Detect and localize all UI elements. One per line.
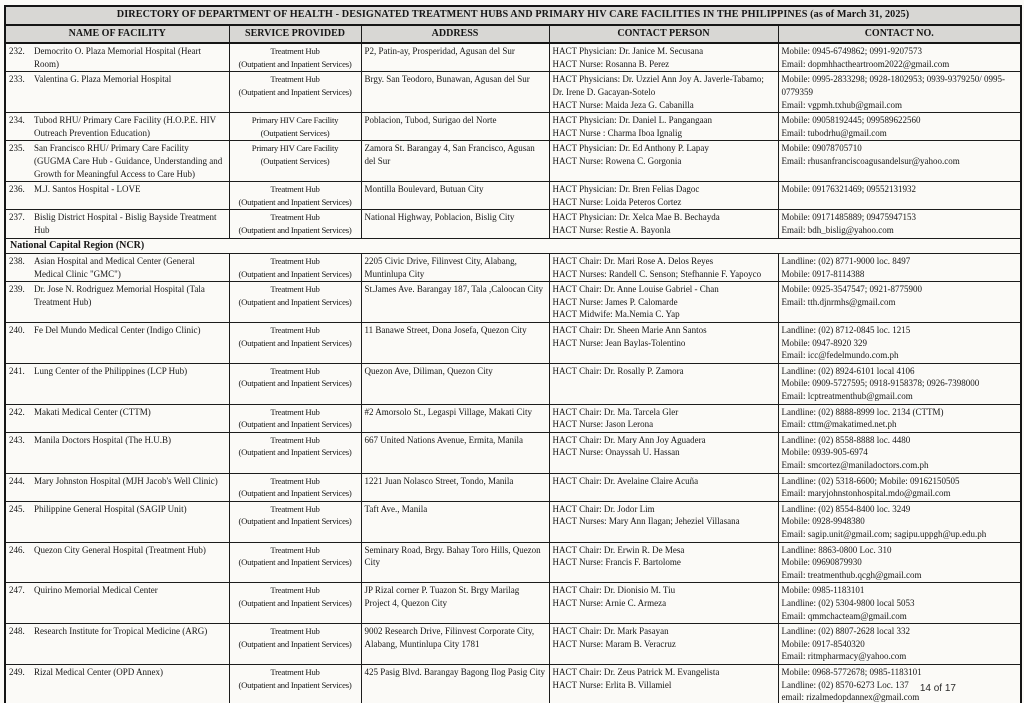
contact-person-cell <box>549 113 778 141</box>
contact-person-cell <box>549 323 778 364</box>
facility-row <box>5 542 1021 583</box>
address-cell: Seminary Road, Brgy. Bahay Toro Hills, Quezon City <box>361 542 549 583</box>
facility-name-cell <box>5 501 229 542</box>
contact-person-line: HACT Chair: Dr. Mark Pasayan <box>552 626 669 637</box>
service-line: Treatment Hub <box>270 626 320 637</box>
facility-row <box>5 210 1021 238</box>
contact-no-line: Landline: (02) 8771-9000 loc. 8497 <box>781 256 911 267</box>
address-cell: St.James Ave. Barangay 187, Tala ,Caloocan City <box>361 282 549 323</box>
contact-no-line: Email: ritmpharmacy@yahoo.com <box>781 651 907 662</box>
service-line: (Outpatient and Inpatient Services) <box>238 447 352 458</box>
contact-person-line: HACT Nurse: Loida Peteros Cortez <box>552 196 682 207</box>
service-provided-cell <box>229 254 361 282</box>
service-line: Treatment Hub <box>270 434 320 445</box>
service-provided-cell <box>229 432 361 473</box>
contact-no-line: Mobile: 0909-5727595; 0918-9158378; 0926-7398000 <box>781 378 980 389</box>
service-provided-cell <box>229 404 361 432</box>
service-line: (Outpatient and Inpatient Services) <box>238 337 352 348</box>
facility-row <box>5 432 1021 473</box>
contact-no-line: Mobile: 0947-8920 329 <box>781 337 867 348</box>
contact-person-cell <box>549 43 778 72</box>
contact-no-line: Mobile: 0917-8540320 <box>781 638 865 649</box>
contact-no-line: Landline: (02) 5304-9800 local 5053 <box>781 597 915 608</box>
contact-no-cell <box>778 43 1021 72</box>
address-cell: Montilla Boulevard, Butuan City <box>361 182 549 210</box>
facility-name: San Francisco RHU/ Primary Care Facility (GUGMA Care Hub - Guidance, Understanding and Growth for Meaningful Access to Care Hub) <box>34 143 223 179</box>
contact-person-line: HACT Nurse : Charma Iboa Ignalig <box>552 127 683 138</box>
address-cell: 9002 Research Drive, Filinvest Corporate City, Alabang, Muntinlupa City 1781 <box>361 624 549 665</box>
contact-person-line: HACT Nurses: Randell C. Senson; Stefhannie F. Yapoyco <box>552 268 762 279</box>
column-header: SERVICE PROVIDED <box>229 25 361 44</box>
contact-no-cell <box>778 363 1021 404</box>
service-provided-cell <box>229 141 361 182</box>
contact-person-line: HACT Nurse: James P. Calomarde <box>552 296 678 307</box>
contact-person-line: HACT Nurse: Onayssah U. Hassan <box>552 447 680 458</box>
address-cell: Quezon Ave, Diliman, Quezon City <box>361 363 549 404</box>
service-provided-cell <box>229 664 361 703</box>
contact-no-line: Email: smcortez@maniladoctors.com.ph <box>781 460 929 470</box>
service-line: (Outpatient and Inpatient Services) <box>238 488 352 499</box>
row-number: 236. <box>9 184 25 195</box>
contact-no-cell <box>778 404 1021 432</box>
service-provided-cell <box>229 624 361 665</box>
facility-name: Philippine General Hospital (SAGIP Unit) <box>34 503 187 514</box>
contact-person-cell <box>549 583 778 624</box>
facility-row <box>5 501 1021 542</box>
contact-no-line: Email: icc@fedelmundo.com.ph <box>781 350 899 361</box>
facility-name: Valentina G. Plaza Memorial Hospital <box>34 74 172 85</box>
contact-no-line: Landline: (02) 8807-2628 local 332 <box>781 626 910 637</box>
service-line: (Outpatient and Inpatient Services) <box>238 224 352 235</box>
row-number: 247. <box>9 585 25 596</box>
contact-no-line: Mobile: 09078705710 <box>781 143 862 154</box>
contact-person-line: HACT Chair: Dr. Avelaine Claire Acuña <box>552 475 699 486</box>
contact-person-cell <box>549 473 778 501</box>
contact-person-cell <box>549 72 778 113</box>
facility-name: Tubod RHU/ Primary Care Facility (H.O.P.E. HIV Outreach Prevention Education) <box>34 115 216 138</box>
address-cell: Brgy. San Teodoro, Bunawan, Agusan del Sur <box>361 72 549 113</box>
contact-no-cell <box>778 583 1021 624</box>
contact-no-cell <box>778 542 1021 583</box>
directory-table-body <box>5 43 1021 703</box>
facility-name-cell <box>5 624 229 665</box>
facility-name: Bislig District Hospital - Bislig Bayside Treatment Hub <box>34 212 217 235</box>
column-header: CONTACT PERSON <box>549 25 778 44</box>
address-cell: Zamora St. Barangay 4, San Francisco, Agusan del Sur <box>361 141 549 182</box>
facility-row <box>5 182 1021 210</box>
contact-no-line: Mobile: 0917-8114388 <box>781 268 865 279</box>
title-row <box>5 6 1021 25</box>
contact-person-line: HACT Physician: Dr. Xelca Mae B. Bechayda <box>552 212 720 223</box>
contact-no-line: Mobile: 0925-3547547; 0921-8775900 <box>781 284 922 295</box>
row-number: 234. <box>9 115 25 126</box>
contact-person-line: HACT Chair: Dr. Erwin R. De Mesa <box>552 544 685 555</box>
facility-name: Research Institute for Tropical Medicine (ARG) <box>34 626 208 637</box>
contact-no-cell <box>778 501 1021 542</box>
contact-person-line: HACT Chair: Dr. Jodor Lim <box>552 503 655 514</box>
service-line: Treatment Hub <box>270 365 320 376</box>
service-provided-cell <box>229 583 361 624</box>
contact-person-cell <box>549 141 778 182</box>
facility-name: Asian Hospital and Medical Center (General Medical Clinic "GMC") <box>34 256 195 279</box>
contact-no-line: Email: lcptreatmenthub@gmail.com <box>781 391 913 402</box>
contact-no-cell <box>778 624 1021 665</box>
row-number: 232. <box>9 46 25 57</box>
service-line: Treatment Hub <box>270 284 320 295</box>
service-line: Treatment Hub <box>270 74 320 85</box>
contact-no-line: Mobile: 0968-5772678; 0985-1183101 <box>781 666 922 677</box>
address-cell: National Highway, Poblacion, Bislig City <box>361 210 549 238</box>
facility-name: Mary Johnston Hospital (MJH Jacob's Well Clinic) <box>34 475 218 486</box>
facility-name: Quezon City General Hospital (Treatment Hub) <box>34 544 206 555</box>
service-line: Treatment Hub <box>270 184 320 195</box>
contact-no-cell <box>778 72 1021 113</box>
service-provided-cell <box>229 72 361 113</box>
facility-name-cell <box>5 583 229 624</box>
address-cell: P2, Patin-ay, Prosperidad, Agusan del Sur <box>361 43 549 72</box>
contact-person-line: HACT Physician: Dr. Daniel L. Pangangaan <box>552 115 713 126</box>
facility-name-cell <box>5 282 229 323</box>
facility-row <box>5 664 1021 703</box>
contact-person-cell <box>549 432 778 473</box>
document-title: DIRECTORY OF DEPARTMENT OF HEALTH - DESIGNATED TREATMENT HUBS AND PRIMARY HIV CARE FACILITIES IN THE PHILIPPINES (as of March 31, 2025) <box>5 6 1021 25</box>
column-header-row <box>5 25 1021 44</box>
contact-no-line: Email: rhusanfranciscoagusandelsur@yahoo.com <box>781 155 960 166</box>
facility-name: Lung Center of the Philippines (LCP Hub) <box>34 365 188 376</box>
page-number: 14 of 17 <box>919 683 956 694</box>
address-cell: 11 Banawe Street, Dona Josefa, Quezon City <box>361 323 549 364</box>
contact-no-line: Landline: (02) 8712-0845 loc. 1215 <box>781 325 911 336</box>
facility-name-cell <box>5 542 229 583</box>
service-line: (Outpatient and Inpatient Services) <box>238 196 352 207</box>
contact-no-cell <box>778 323 1021 364</box>
contact-person-line: HACT Nurse: Maram B. Veracruz <box>552 638 676 649</box>
facility-name: M.J. Santos Hospital - LOVE <box>34 184 141 195</box>
service-line: (Outpatient and Inpatient Services) <box>238 557 352 568</box>
service-line: Treatment Hub <box>270 585 320 596</box>
directory-table <box>4 5 1022 703</box>
service-line: Treatment Hub <box>270 475 320 486</box>
contact-person-line: HACT Nurse: Rowena C. Gorgonia <box>552 155 682 166</box>
contact-no-line: Landline: 8863-0800 Loc. 310 <box>781 544 892 555</box>
contact-person-line: HACT Physician: Dr. Janice M. Secusana <box>552 46 704 57</box>
facility-name-cell <box>5 43 229 72</box>
contact-no-line: Landline: (02) 5318-6600; Mobile: 09162150505 <box>781 475 960 486</box>
contact-no-line: Email: cttm@makatimed.net.ph <box>781 419 897 430</box>
service-line: (Outpatient and Inpatient Services) <box>238 597 352 608</box>
service-line: (Outpatient and Inpatient Services) <box>238 296 352 307</box>
contact-no-line: Mobile: 0928-9948380 <box>781 516 865 527</box>
contact-person-line: HACT Nurse: Maida Jeza G. Cabanilla <box>552 99 694 110</box>
contact-no-line: Mobile: 09171485889; 09475947153 <box>781 212 916 223</box>
facility-name: Manila Doctors Hospital (The H.U.B) <box>34 434 171 445</box>
contact-no-cell <box>778 141 1021 182</box>
service-provided-cell <box>229 210 361 238</box>
contact-person-cell <box>549 664 778 703</box>
contact-person-line: HACT Chair: Dr. Mari Rose A. Delos Reyes <box>552 256 714 267</box>
contact-no-line: Landline: (02) 8558-8888 loc. 4480 <box>781 434 911 445</box>
service-line: (Outpatient and Inpatient Services) <box>238 378 352 389</box>
contact-no-line: Landline: (02) 8888-8999 loc. 2134 (CTTM) <box>781 406 944 417</box>
contact-person-line: HACT Physicians: Dr. Uzziel Ann Joy A. Javerle-Tabamo; Dr. Irene D. Gacayan-Sotelo <box>552 74 764 97</box>
facility-name-cell <box>5 404 229 432</box>
contact-person-cell <box>549 282 778 323</box>
region-section-row <box>5 238 1021 254</box>
row-number: 249. <box>9 666 25 677</box>
service-provided-cell <box>229 282 361 323</box>
facility-name-cell <box>5 182 229 210</box>
contact-person-line: HACT Chair: Dr. Dionisio M. Tiu <box>552 585 676 596</box>
service-line: (Outpatient and Inpatient Services) <box>238 679 352 690</box>
contact-person-line: HACT Nurse: Jason Lerona <box>552 419 654 430</box>
contact-no-line: Email: qmmchacteam@gmail.com <box>781 610 907 621</box>
row-number: 239. <box>9 284 25 295</box>
contact-person-line: HACT Chair: Dr. Zeus Patrick M. Evangelista <box>552 666 720 677</box>
facility-name: Rizal Medical Center (OPD Annex) <box>34 666 163 677</box>
contact-person-cell <box>549 210 778 238</box>
facility-name-cell <box>5 113 229 141</box>
facility-row <box>5 323 1021 364</box>
contact-no-line: email: rizalmedopdannex@gmail.com <box>781 692 920 703</box>
contact-no-line: Mobile: 0939-905-6974 <box>781 447 868 458</box>
service-provided-cell <box>229 182 361 210</box>
service-provided-cell <box>229 363 361 404</box>
service-line: Treatment Hub <box>270 256 320 267</box>
facility-name-cell <box>5 432 229 473</box>
column-header: CONTACT NO. <box>778 25 1021 44</box>
row-number: 244. <box>9 475 25 486</box>
contact-person-cell <box>549 363 778 404</box>
contact-person-line: HACT Chair: Dr. Sheen Marie Ann Santos <box>552 325 707 336</box>
contact-no-line: Email: tth.djnrmhs@gmail.com <box>781 296 896 307</box>
column-header: NAME OF FACILITY <box>5 25 229 44</box>
contact-no-line: Email: vgpmh.txhub@gmail.com <box>781 99 903 110</box>
address-cell: Taft Ave., Manila <box>361 501 549 542</box>
contact-person-cell <box>549 182 778 210</box>
service-line: (Outpatient and Inpatient Services) <box>238 516 352 527</box>
facility-name-cell <box>5 254 229 282</box>
address-cell: 1221 Juan Nolasco Street, Tondo, Manila <box>361 473 549 501</box>
contact-no-line: Email: sagip.unit@gmail.com; sagipu.uppgh@up.edu.ph <box>781 528 987 539</box>
contact-person-cell <box>549 254 778 282</box>
facility-row <box>5 583 1021 624</box>
contact-no-line: Mobile: 09690879930 <box>781 557 862 568</box>
service-provided-cell <box>229 473 361 501</box>
service-line: (Outpatient Services) <box>260 155 330 166</box>
facility-row <box>5 363 1021 404</box>
facility-row <box>5 404 1021 432</box>
contact-person-line: HACT Nurses: Mary Ann Ilagan; Jeheziel Villasana <box>552 516 740 527</box>
contact-no-cell <box>778 473 1021 501</box>
service-line: (Outpatient and Inpatient Services) <box>238 419 352 430</box>
column-header: ADDRESS <box>361 25 549 44</box>
contact-person-cell <box>549 542 778 583</box>
service-line: Treatment Hub <box>270 325 320 336</box>
contact-no-cell <box>778 282 1021 323</box>
contact-no-line: Mobile: 09176321469; 09552131932 <box>781 184 916 195</box>
service-provided-cell <box>229 43 361 72</box>
service-line: Treatment Hub <box>270 503 320 514</box>
facility-row <box>5 141 1021 182</box>
facility-name: Democrito O. Plaza Memorial Hospital (Heart Room) <box>34 46 201 69</box>
facility-name-cell <box>5 363 229 404</box>
service-line: (Outpatient and Inpatient Services) <box>238 86 352 97</box>
contact-no-cell <box>778 254 1021 282</box>
contact-no-cell <box>778 182 1021 210</box>
facility-name-cell <box>5 72 229 113</box>
contact-person-line: HACT Nurse: Restie A. Bayonla <box>552 224 671 235</box>
row-number: 248. <box>9 626 25 637</box>
contact-person-line: HACT Nurse: Francis F. Bartolome <box>552 557 681 568</box>
address-cell: 425 Pasig Blvd. Barangay Bagong Ilog Pasig City <box>361 664 549 703</box>
contact-no-line: Email: treatmenthub.qcgh@gmail.com <box>781 569 922 580</box>
facility-row <box>5 254 1021 282</box>
contact-person-line: HACT Physician: Dr. Bren Felias Dagoc <box>552 184 700 195</box>
contact-person-line: HACT Chair: Dr. Ma. Tarcela Gler <box>552 406 679 417</box>
address-cell: 667 United Nations Avenue, Ermita, Manila <box>361 432 549 473</box>
contact-no-line: Email: tubodrhu@gmail.com <box>781 127 887 138</box>
facility-name: Quirino Memorial Medical Center <box>34 585 158 596</box>
contact-no-line: Mobile: 0995-2833298; 0928-1802953; 0939-9379250/ 0995-0779359 <box>781 74 1005 97</box>
facility-row <box>5 624 1021 665</box>
service-line: Primary HIV Care Facility <box>251 143 339 154</box>
facility-name: Makati Medical Center (CTTM) <box>34 406 151 417</box>
facility-name: Fe Del Mundo Medical Center (Indigo Clinic) <box>34 325 201 336</box>
address-cell: #2 Amorsolo St., Legaspi Village, Makati City <box>361 404 549 432</box>
contact-no-line: Mobile: 09058192445; 099589622560 <box>781 115 921 126</box>
facility-row <box>5 282 1021 323</box>
contact-no-line: Mobile: 0945-6749862; 0991-9207573 <box>781 46 922 57</box>
contact-person-line: HACT Physician: Dr. Ed Anthony P. Lapay <box>552 143 709 154</box>
service-line: Primary HIV Care Facility <box>251 115 339 126</box>
contact-no-cell <box>778 210 1021 238</box>
service-provided-cell <box>229 542 361 583</box>
contact-no-line: Landline: (02) 8924-6101 local 4106 <box>781 365 915 376</box>
facility-row <box>5 72 1021 113</box>
contact-person-line: HACT Midwife: Ma.Nemia C. Yap <box>552 309 680 320</box>
contact-person-cell <box>549 404 778 432</box>
row-number: 240. <box>9 325 25 336</box>
service-provided-cell <box>229 323 361 364</box>
service-line: Treatment Hub <box>270 46 320 57</box>
row-number: 242. <box>9 406 25 417</box>
contact-person-line: HACT Nurse: Arnie C. Armeza <box>552 597 667 608</box>
facility-name-cell <box>5 141 229 182</box>
row-number: 246. <box>9 544 25 555</box>
contact-no-line: Landline: (02) 8570-6273 Loc. 137 <box>781 679 909 690</box>
contact-no-line: Email: dopmhhactheartroom2022@gmail.com <box>781 58 950 69</box>
contact-person-cell <box>549 624 778 665</box>
contact-person-line: HACT Nurse: Erlita B. Villamiel <box>552 679 672 690</box>
address-cell: 2205 Civic Drive, Filinvest City, Alabang, Muntinlupa City <box>361 254 549 282</box>
address-cell: Poblacion, Tubod, Surigao del Norte <box>361 113 549 141</box>
address-cell: JP Rizal corner P. Tuazon St. Brgy Marilag Project 4, Quezon City <box>361 583 549 624</box>
service-line: Treatment Hub <box>270 212 320 223</box>
contact-no-cell <box>778 113 1021 141</box>
facility-name-cell <box>5 664 229 703</box>
service-line: (Outpatient and Inpatient Services) <box>238 58 352 69</box>
region-section-label: National Capital Region (NCR) <box>5 238 1021 254</box>
service-line: (Outpatient and Inpatient Services) <box>238 638 352 649</box>
contact-no-line: Mobile: 0985-1183101 <box>781 585 865 596</box>
row-number: 241. <box>9 365 25 376</box>
contact-no-line: Landline: (02) 8554-8400 loc. 3249 <box>781 503 911 514</box>
contact-no-cell <box>778 664 1021 703</box>
row-number: 238. <box>9 256 25 267</box>
service-provided-cell <box>229 501 361 542</box>
service-line: Treatment Hub <box>270 544 320 555</box>
service-line: (Outpatient Services) <box>260 127 330 138</box>
facility-row <box>5 43 1021 72</box>
service-line: Treatment Hub <box>270 406 320 417</box>
row-number: 233. <box>9 74 25 85</box>
contact-no-line: Email: bdh_bislig@yahoo.com <box>781 224 894 235</box>
facility-name-cell <box>5 210 229 238</box>
facility-name-cell <box>5 323 229 364</box>
row-number: 235. <box>9 143 25 154</box>
contact-person-line: HACT Chair: Dr. Mary Ann Joy Aguadera <box>552 434 706 445</box>
contact-person-line: HACT Nurse: Rosanna B. Perez <box>552 58 670 69</box>
facility-name-cell <box>5 473 229 501</box>
service-line: (Outpatient and Inpatient Services) <box>238 268 352 279</box>
contact-no-cell <box>778 432 1021 473</box>
facility-row <box>5 113 1021 141</box>
row-number: 245. <box>9 503 25 514</box>
facility-name: Dr. Jose N. Rodriguez Memorial Hospital (Tala Treatment Hub) <box>34 284 205 307</box>
service-provided-cell <box>229 113 361 141</box>
facility-row <box>5 473 1021 501</box>
contact-person-line: HACT Chair: Dr. Rosally P. Zamora <box>552 365 684 376</box>
contact-person-line: HACT Chair: Dr. Anne Louise Gabriel - Chan <box>552 284 719 295</box>
service-line: Treatment Hub <box>270 666 320 677</box>
contact-person-cell <box>549 501 778 542</box>
row-number: 243. <box>9 434 25 445</box>
contact-no-line: Email: maryjohnstonhospital.mdo@gmail.com <box>781 488 951 499</box>
contact-person-line: HACT Nurse: Jean Baylas-Tolentino <box>552 337 686 348</box>
row-number: 237. <box>9 212 25 223</box>
